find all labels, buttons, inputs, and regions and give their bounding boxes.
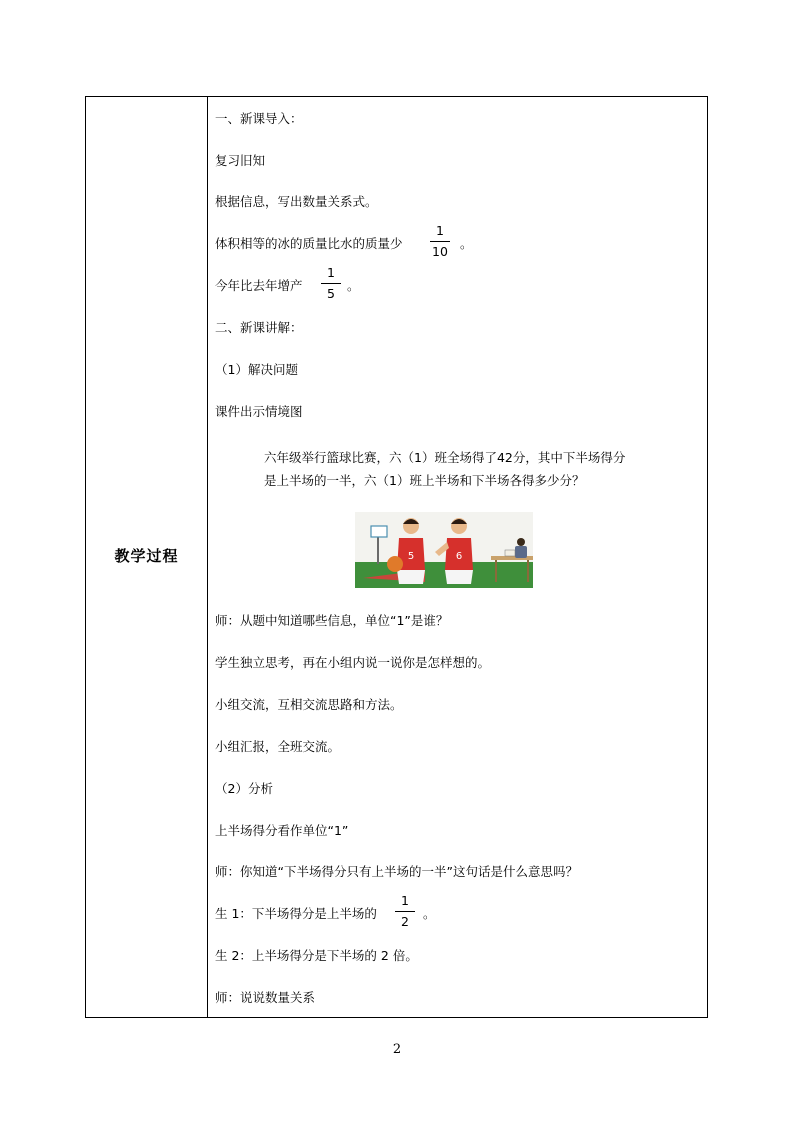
period: 。 <box>347 278 360 293</box>
text-review: 复习旧知 <box>215 153 266 168</box>
fraction-bar <box>395 911 415 912</box>
heading-new-lesson: 二、新课讲解： <box>215 320 303 335</box>
fraction-denominator: 10 <box>432 244 448 259</box>
fraction-one-fifth <box>319 266 343 301</box>
fraction-denominator: 2 <box>401 914 409 929</box>
problem-line-2: 是上半场的一半，六（1）班上半场和下半场各得多少分？ <box>264 473 585 488</box>
jersey-number-6: 6 <box>455 551 463 562</box>
fraction-one-tenth <box>428 224 452 259</box>
subheading-analysis: （2）分析 <box>215 781 273 796</box>
student-answer-2: 生 2：上半场得分是下半场的 2 倍。 <box>215 948 418 963</box>
text-ice-water: 体积相等的冰的质量比水的质量少 <box>215 236 403 251</box>
fraction-one-half <box>393 894 417 929</box>
period: 。 <box>460 236 473 251</box>
jersey-number-5: 5 <box>407 551 415 562</box>
group-report: 小组汇报，全班交流。 <box>215 739 341 754</box>
group-exchange: 小组交流，互相交流思路和方法。 <box>215 697 403 712</box>
section-label: 教学过程 <box>114 547 179 565</box>
problem-line-1: 六年级举行篮球比赛，六（1）班全场得了42分，其中下半场得分 <box>264 450 626 465</box>
student-answer-1: 生 1：下半场得分是上半场的 <box>215 906 377 921</box>
fraction-denominator: 5 <box>327 286 335 301</box>
page-number: 2 <box>392 1042 402 1057</box>
fraction-bar <box>321 283 341 284</box>
student-think: 学生独立思考，再在小组内说一说你是怎样想的。 <box>215 655 491 670</box>
heading-intro: 一、新课导入： <box>215 111 303 126</box>
unit-one-note: 上半场得分看作单位“1” <box>215 823 349 838</box>
teacher-question-3: 师：说说数量关系 <box>215 990 316 1005</box>
period: 。 <box>423 906 436 921</box>
subheading-solve: （1）解决问题 <box>215 362 298 377</box>
text-production: 今年比去年增产 <box>215 278 303 293</box>
fraction-numerator: 1 <box>436 223 444 238</box>
basketball-scene-image <box>355 512 533 588</box>
fraction-bar <box>430 241 450 242</box>
teacher-question-1: 师：从题中知道哪些信息，单位“1”是谁？ <box>215 613 449 628</box>
fraction-numerator: 1 <box>401 893 409 908</box>
teacher-question-2: 师：你知道“下半场得分只有上半场的一半”这句话是什么意思吗？ <box>215 864 578 879</box>
text-courseware: 课件出示情境图 <box>215 404 303 419</box>
text-instruction: 根据信息，写出数量关系式。 <box>215 194 378 209</box>
table-column-divider <box>207 96 208 1018</box>
fraction-numerator: 1 <box>327 265 335 280</box>
